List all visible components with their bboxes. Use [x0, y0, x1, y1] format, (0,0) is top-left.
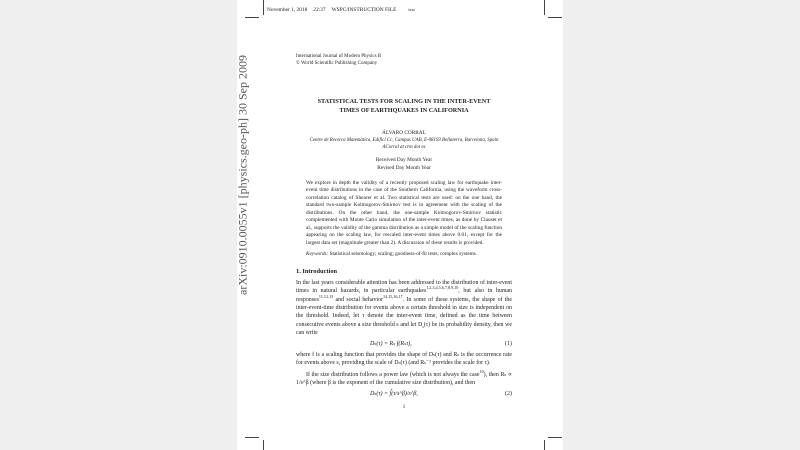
crop-mark: [245, 437, 259, 438]
journal-name: International Journal of Modern Physics B: [296, 54, 382, 59]
affiliation: Centre de Recerca Matemàtica, Edifici Cc, Campus UAB, E-08193 Bellaterra, Barcelona, Spain: [309, 138, 499, 143]
keywords-text: Statistical seismology; scaling; goodness-of-fit tests; complex systems.: [329, 251, 477, 258]
equation-1-number: (1): [505, 341, 512, 348]
email: ACorral at crm dot es: [382, 145, 426, 150]
crop-mark: [263, 0, 264, 15]
crop-mark: [548, 437, 562, 438]
header-file: WSPC/INSTRUCTION FILE: [331, 7, 397, 13]
equation-1-row: [296, 340, 512, 348]
intro-paragraph-1: In the last years considerable attention has been addressed to the distribution of inter-event times in natural hazards, in particular earthquakes$^{1,2,3,4,5,6,7,8,9,10}$, but also in human responses$^{11,12,13}$ and social behavior$^{14,15,16,17}$. In some of these systems, the shape of the inter-event-time distribution for events above a certain threshold in size is independent on the threshold. Indeed, let τ denote the inter-event time, defined as the time between consecutive events above a size threshold s and let $D_s(\tau)$ be its probability density, then we can write: [296, 280, 513, 336]
section-heading: 1. Introduction: [296, 268, 338, 276]
equation-1: Dₛ(τ) = Rₛ f(Rₛτ),: [370, 341, 412, 348]
citation: 14,15,16,17: [382, 293, 403, 299]
crop-mark: [263, 440, 264, 450]
paper-title: STATISTICAL TESTS FOR SCALING IN THE INTER-EVENT TIMES OF EARTHQUAKES IN CALIFORNIA: [317, 98, 491, 114]
intro-paragraph-2: where f is a scaling function that provides the shape of Dₛ(τ) and Rₛ is the occurrence rate for events above s, providing the scale of Dₛ(τ) (and Rₛ⁻¹ provides the scale for τ).: [296, 352, 512, 367]
equation-2-row: [296, 390, 512, 398]
crop-mark: [548, 17, 562, 18]
citation: 10: [479, 368, 484, 374]
author: ÁLVARO CORRAL: [382, 130, 426, 136]
citation: 11,12,13: [318, 293, 334, 299]
text: If the size distribution follows a power law (which is not always the case: [306, 371, 480, 378]
received-date: Received Day Month Year: [375, 157, 433, 163]
arxiv-stamp: arXiv:0910.0055v1 [physics.geo-ph] 30 Sep 2009: [235, 55, 250, 295]
intro-paragraph-3: [296, 368, 512, 388]
journal-copyright: © World Scientific Publishing Company: [296, 61, 378, 66]
equation-2: Dₛ(τ) = f̃(τ/s^β)/s^β,: [370, 391, 418, 398]
text: (τ) be its probability density, then we can write: [296, 321, 513, 336]
running-header: [267, 7, 543, 13]
abstract: We explore in depth the validity of a recently proposed scaling law for earthquake inter-event time distributions in the case of the Southern California, using the waveform cross-correlation catalog of Shearer et al. Two statistical tests are used: on the one hand, the standard two-sample Kolmogorov-Smirnov test is in agreement with the scaling of the distributions. On the other hand, the one-sample Kolmogorov-Smirnov statistic complemented with Monte Carlo simulation of the inter-event times, as done by Clauset et al., supports the validity of the gamma distribution as a simple model of the scaling function appearing on the scaling law, for rescaled inter-event times above 0.01, except for the largest data set (magnitude greater than 2). A discussion of these results is provided.: [306, 180, 502, 246]
crop-mark: [544, 440, 545, 450]
keywords-label: Keywords:: [306, 251, 329, 258]
text: In the last years considerable attention has been addressed to the distribution of inter-event times in natural hazards, in particular earthquakes: [296, 280, 512, 295]
text: . In some of these systems, the shape of the inter-event-time distribution for events above a certain threshold in size is independent on the threshold. Indeed, let τ denote the inter-event time, defined as the time between consecutive events above a size threshold s and let D: [296, 296, 512, 328]
equation-2-number: (2): [505, 391, 512, 398]
text: and social behavior: [333, 296, 383, 303]
header-name: test: [408, 7, 415, 12]
page-number: 1: [402, 405, 406, 411]
citation: 1,2,3,4,5,6,7,8,9,10: [426, 285, 459, 291]
header-date: November 1, 2018: [267, 7, 308, 13]
text: , but also in human responses: [296, 288, 512, 303]
page-content: [296, 53, 512, 411]
keywords: [306, 251, 502, 258]
crop-mark: [245, 17, 259, 18]
header-time: 22:37: [313, 7, 326, 13]
text: ), then Rₛ ∝ 1/s^β (where β is the exponent of the cumulative size distribution), and then: [296, 371, 512, 387]
crop-mark: [544, 0, 545, 15]
revised-date: Revised Day Month Year: [377, 165, 431, 171]
